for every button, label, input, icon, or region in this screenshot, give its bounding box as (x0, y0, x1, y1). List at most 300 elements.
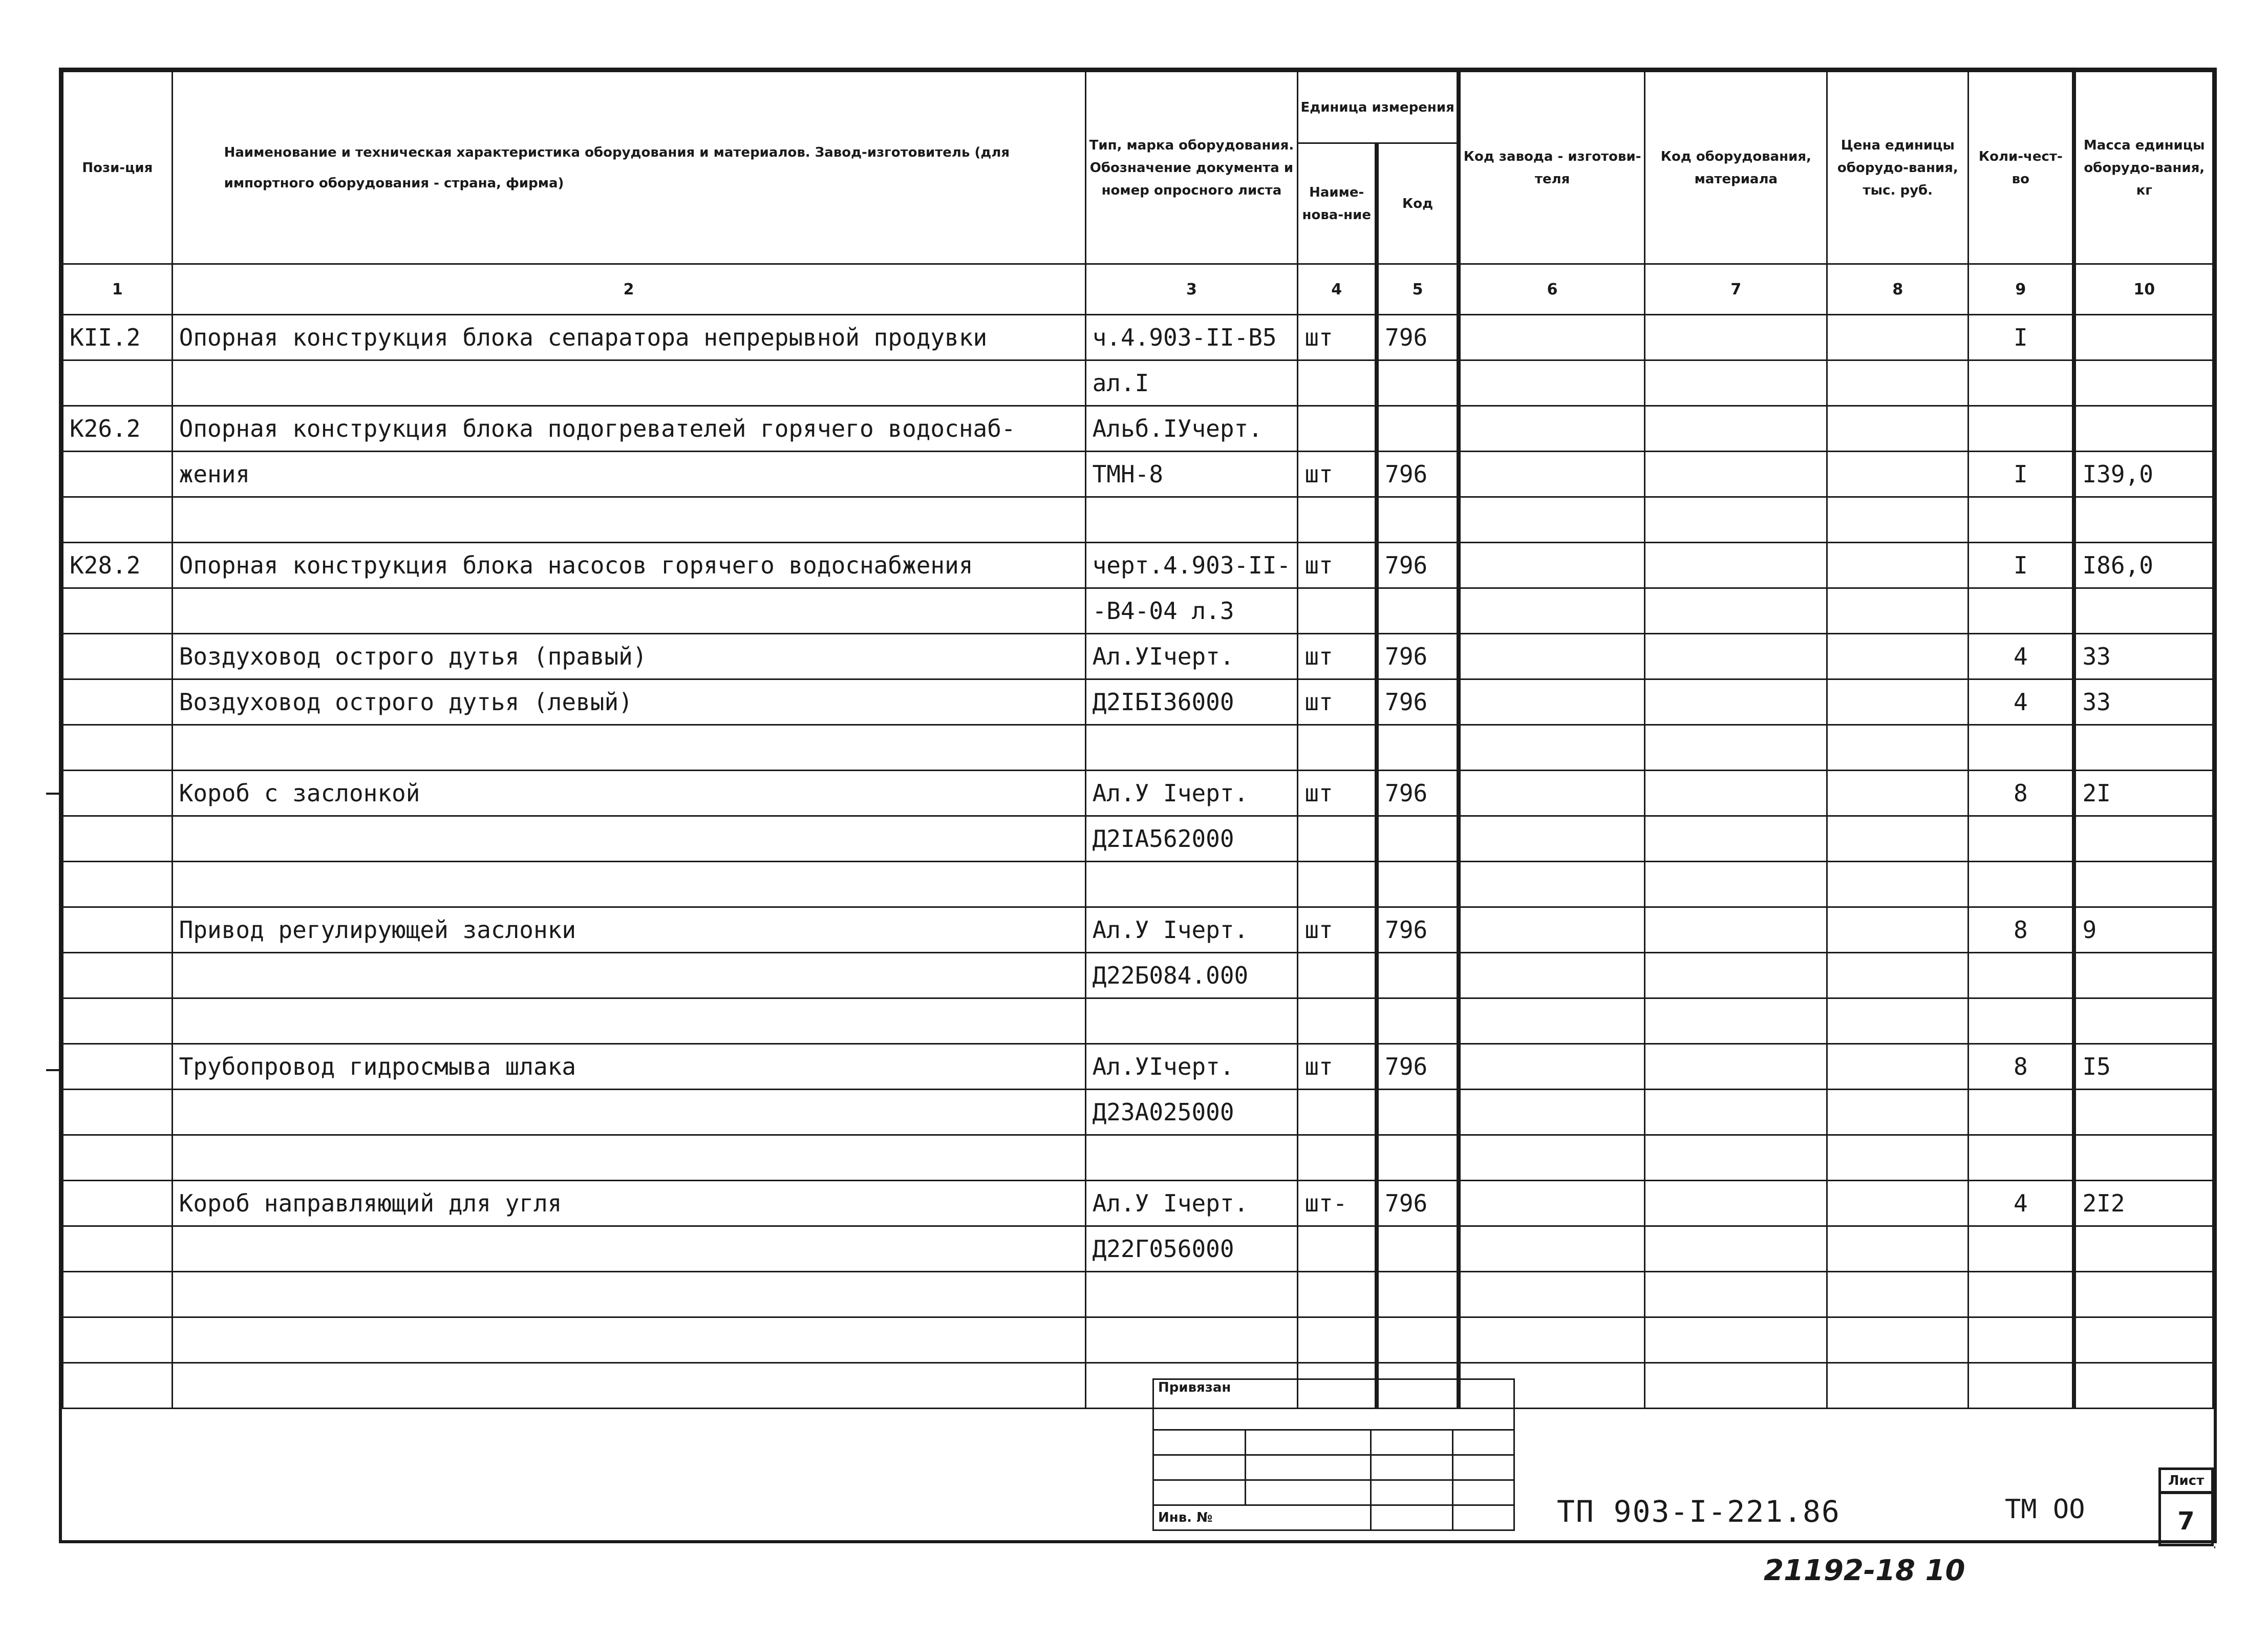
table-cell: шт (1298, 315, 1377, 360)
table-cell (1969, 1090, 2074, 1135)
sheet-label: Лист (2158, 1467, 2214, 1494)
table-row (63, 497, 2213, 543)
table-cell (1645, 497, 1827, 543)
table-cell: 9 (2074, 907, 2213, 953)
table-cell: 796 (1377, 315, 1459, 360)
table-cell (63, 862, 173, 907)
margin-tick (2214, 1546, 2215, 1548)
header-equipment-code: Код оборудования, материала (1645, 72, 1827, 264)
table-cell: Ал.УIчерт. (1085, 634, 1298, 679)
table-row (63, 1272, 2213, 1317)
table-cell (63, 771, 173, 816)
table-cell (172, 1090, 1085, 1135)
table-cell (1969, 1317, 2074, 1363)
table-cell (1459, 953, 1645, 998)
table-cell (1377, 816, 1459, 862)
stamp-cell (1371, 1455, 1453, 1480)
table-cell (1827, 816, 1969, 862)
table-cell: 8 (1969, 771, 2074, 816)
table-cell: Короб направляющий для угля (172, 1181, 1085, 1226)
table-cell (1827, 1226, 1969, 1272)
table-row (63, 679, 2213, 725)
table-cell: Ал.У Iчерт. (1085, 907, 1298, 953)
table-cell: Д23А025000 (1085, 1090, 1298, 1135)
table-cell (1645, 1272, 1827, 1317)
table-cell (2074, 315, 2213, 360)
table-row (63, 406, 2213, 452)
table-cell (2074, 998, 2213, 1044)
table-cell (63, 588, 173, 634)
table-cell: жения (172, 452, 1085, 497)
table-cell: КII.2 (63, 315, 173, 360)
table-cell: 796 (1377, 907, 1459, 953)
table-row (63, 1135, 2213, 1181)
table-cell: 796 (1377, 1044, 1459, 1090)
table-cell: Д2IА562000 (1085, 816, 1298, 862)
table-cell: I (1969, 543, 2074, 588)
table-cell (1377, 1226, 1459, 1272)
column-number: 10 (2074, 264, 2213, 315)
stamp-cell (1371, 1480, 1453, 1505)
table-row (63, 1317, 2213, 1363)
table-cell (1377, 1090, 1459, 1135)
table-cell (2074, 953, 2213, 998)
table-cell (1377, 862, 1459, 907)
stamp-cell (1246, 1430, 1371, 1455)
table-cell (1298, 725, 1377, 771)
header-position: Пози-ция (63, 72, 173, 264)
table-cell (1645, 634, 1827, 679)
stamp-cell (1246, 1480, 1371, 1505)
header-price: Цена единицы оборудо-вания, тыс. руб. (1827, 72, 1969, 264)
table-cell: 4 (1969, 1181, 2074, 1226)
table-cell (1645, 1090, 1827, 1135)
table-cell (1298, 1317, 1377, 1363)
table-cell: I39,0 (2074, 452, 2213, 497)
table-cell: I86,0 (2074, 543, 2213, 588)
table-cell (1645, 679, 1827, 725)
table-cell (1827, 1363, 1969, 1409)
table-cell (1459, 360, 1645, 406)
stamp-cell (1453, 1505, 1514, 1530)
table-cell (2074, 360, 2213, 406)
table-cell (1645, 1044, 1827, 1090)
specification-table (62, 71, 2214, 1409)
table-cell (1969, 953, 2074, 998)
table-cell (1298, 360, 1377, 406)
table-cell (1645, 953, 1827, 998)
table-row (63, 953, 2213, 998)
table-cell (1298, 998, 1377, 1044)
table-cell (1459, 1181, 1645, 1226)
table-cell (1645, 862, 1827, 907)
table-cell (63, 1181, 173, 1226)
table-cell: 796 (1377, 771, 1459, 816)
table-cell (1085, 497, 1298, 543)
header-type: Тип, марка оборудования. Обозначение документа и номер опросного листа (1085, 72, 1298, 264)
table-cell (63, 497, 173, 543)
table-cell (1645, 816, 1827, 862)
table-cell (1459, 497, 1645, 543)
table-cell (63, 452, 173, 497)
table-cell (1827, 452, 1969, 497)
table-cell (63, 998, 173, 1044)
table-cell: Д22Г056000 (1085, 1226, 1298, 1272)
table-cell (1645, 725, 1827, 771)
table-cell (1459, 588, 1645, 634)
table-cell (1645, 360, 1827, 406)
table-cell (1969, 1226, 2074, 1272)
table-cell: Ал.У Iчерт. (1085, 771, 1298, 816)
table-cell: -В4-04 л.3 (1085, 588, 1298, 634)
table-cell (172, 816, 1085, 862)
table-cell (1298, 1135, 1377, 1181)
table-cell: Опорная конструкция блока насосов горячего водоснабжения (172, 543, 1085, 588)
table-cell: Воздуховод острого дутья (левый) (172, 679, 1085, 725)
table-cell (1459, 725, 1645, 771)
stamp-cell (1153, 1455, 1246, 1480)
table-cell (1969, 406, 2074, 452)
table-cell (1827, 953, 1969, 998)
table-cell (1827, 406, 1969, 452)
table-cell (172, 360, 1085, 406)
table-cell (1459, 998, 1645, 1044)
table-cell (1459, 862, 1645, 907)
table-cell (1969, 816, 2074, 862)
table-cell (1827, 998, 1969, 1044)
table-cell (2074, 1317, 2213, 1363)
table-cell (1377, 998, 1459, 1044)
table-cell (1645, 1317, 1827, 1363)
table-cell (2074, 816, 2213, 862)
header-quantity: Коли-чест-во (1969, 72, 2074, 264)
table-cell (63, 907, 173, 953)
table-cell (63, 1226, 173, 1272)
table-cell (1645, 452, 1827, 497)
table-cell (1298, 406, 1377, 452)
table-cell (1827, 588, 1969, 634)
table-cell (1377, 725, 1459, 771)
table-cell (1969, 1363, 2074, 1409)
table-cell: ал.I (1085, 360, 1298, 406)
table-cell (63, 1317, 173, 1363)
table-cell (2074, 1363, 2213, 1409)
stamp-cell (1453, 1430, 1514, 1455)
table-cell: 8 (1969, 1044, 2074, 1090)
table-cell (1645, 543, 1827, 588)
table-cell (1298, 816, 1377, 862)
column-number: 4 (1298, 264, 1377, 315)
table-cell (1827, 1090, 1969, 1135)
table-cell: 8 (1969, 907, 2074, 953)
table-cell: Д2IБI36000 (1085, 679, 1298, 725)
document-code: ТП 903-I-221.86 (1557, 1494, 1841, 1529)
column-number-row (63, 264, 2213, 315)
table-cell (1827, 315, 1969, 360)
archive-number: 21192-18 10 (1764, 1554, 1965, 1587)
column-number: 1 (63, 264, 173, 315)
table-cell (1459, 543, 1645, 588)
table-cell (172, 1135, 1085, 1181)
table-cell (63, 816, 173, 862)
table-cell (1645, 998, 1827, 1044)
table-cell: 796 (1377, 679, 1459, 725)
table-row (63, 315, 2213, 360)
table-cell: шт (1298, 543, 1377, 588)
table-cell (1459, 1272, 1645, 1317)
table-row (63, 1090, 2213, 1135)
table-cell (1969, 588, 2074, 634)
table-cell (1645, 1135, 1827, 1181)
table-row (63, 998, 2213, 1044)
table-cell: шт (1298, 907, 1377, 953)
table-cell (63, 953, 173, 998)
header-maker-code: Код завода - изготови-теля (1459, 72, 1645, 264)
table-cell (1298, 1226, 1377, 1272)
header-name: Наименование и техническая характеристика оборудования и материалов. Завод-изготовитель (для импортного оборудования - страна, фирма) (172, 72, 1085, 264)
table-cell (172, 1317, 1085, 1363)
table-cell (1377, 953, 1459, 998)
approval-stamp (1152, 1378, 1513, 1543)
table-row (63, 588, 2213, 634)
header-unit: Единица измерения (1298, 72, 1459, 143)
header-unit-code: Код (1377, 143, 1459, 264)
table-cell (1827, 1135, 1969, 1181)
table-cell (1645, 1363, 1827, 1409)
stamp-linked-label: Привязан (1153, 1379, 1514, 1430)
column-number: 7 (1645, 264, 1827, 315)
table-row (63, 360, 2213, 406)
table-cell: 796 (1377, 543, 1459, 588)
table-cell (2074, 1135, 2213, 1181)
table-cell (1827, 862, 1969, 907)
table-cell: 796 (1377, 452, 1459, 497)
table-cell: ч.4.903-II-В5 (1085, 315, 1298, 360)
table-cell: Альб.IУчерт. (1085, 406, 1298, 452)
table-row (63, 452, 2213, 497)
stamp-cell (1453, 1480, 1514, 1505)
table-cell (1969, 998, 2074, 1044)
table-cell (172, 953, 1085, 998)
table-cell: Воздуховод острого дутья (правый) (172, 634, 1085, 679)
table-cell (2074, 862, 2213, 907)
table-cell: ТМН-8 (1085, 452, 1298, 497)
table-cell (1459, 679, 1645, 725)
table-cell (1827, 1181, 1969, 1226)
header-row (63, 72, 2213, 143)
stamp-cell (1153, 1480, 1246, 1505)
table-cell (172, 497, 1085, 543)
table-cell (1645, 588, 1827, 634)
table-cell (1969, 497, 2074, 543)
table-cell: 2I (2074, 771, 2213, 816)
table-cell (172, 1226, 1085, 1272)
column-number: 2 (172, 264, 1085, 315)
table-cell (1645, 406, 1827, 452)
margin-tick (46, 1069, 61, 1071)
table-cell (63, 679, 173, 725)
table-cell: К26.2 (63, 406, 173, 452)
stamp-cell (1246, 1455, 1371, 1480)
table-cell (2074, 588, 2213, 634)
table-cell (1827, 634, 1969, 679)
table-cell (172, 1272, 1085, 1317)
table-cell: шт- (1298, 1181, 1377, 1226)
table-cell (1459, 1135, 1645, 1181)
table-cell (1827, 679, 1969, 725)
table-cell: Короб с заслонкой (172, 771, 1085, 816)
table-cell (1459, 1317, 1645, 1363)
table-cell (1459, 634, 1645, 679)
table-cell: 2I2 (2074, 1181, 2213, 1226)
table-cell (1085, 1135, 1298, 1181)
table-cell (1085, 998, 1298, 1044)
table-cell (1377, 1272, 1459, 1317)
table-cell (2074, 1272, 2213, 1317)
table-cell: шт (1298, 679, 1377, 725)
table-cell: черт.4.903-II- (1085, 543, 1298, 588)
drawing-sheet (59, 68, 2217, 1543)
table-cell (1645, 907, 1827, 953)
table-cell (1827, 725, 1969, 771)
table-cell (1969, 360, 2074, 406)
table-cell (1459, 1090, 1645, 1135)
table-cell (1459, 315, 1645, 360)
table-cell: Д22Б084.000 (1085, 953, 1298, 998)
table-row (63, 725, 2213, 771)
table-cell (63, 1135, 173, 1181)
table-cell (1459, 907, 1645, 953)
table-cell (1645, 1181, 1827, 1226)
table-cell (172, 725, 1085, 771)
table-cell (1377, 1135, 1459, 1181)
table-row (63, 543, 2213, 588)
column-number: 6 (1459, 264, 1645, 315)
stamp-cell (1371, 1430, 1453, 1455)
table-cell (172, 998, 1085, 1044)
table-cell: Привод регулирующей заслонки (172, 907, 1085, 953)
table-row (63, 1363, 2213, 1409)
header-unit-name: Наиме-нова-ние (1298, 143, 1377, 264)
table-row (63, 862, 2213, 907)
table-row (63, 816, 2213, 862)
table-cell: шт (1298, 452, 1377, 497)
table-cell (1298, 497, 1377, 543)
table-cell: 33 (2074, 634, 2213, 679)
table-cell: 4 (1969, 634, 2074, 679)
table-row (63, 771, 2213, 816)
table-cell (2074, 497, 2213, 543)
table-row (63, 1226, 2213, 1272)
table-cell (1827, 771, 1969, 816)
sheet-number: 7 (2158, 1491, 2214, 1546)
table-cell (172, 588, 1085, 634)
column-number: 5 (1377, 264, 1459, 315)
margin-tick (46, 793, 61, 795)
table-cell (63, 1272, 173, 1317)
table-cell (1827, 1044, 1969, 1090)
table-cell (1827, 360, 1969, 406)
header-mass: Масса единицы оборудо-вания, кг (2074, 72, 2213, 264)
table-cell: Трубопровод гидросмыва шлака (172, 1044, 1085, 1090)
table-cell (63, 1090, 173, 1135)
table-cell (1377, 1317, 1459, 1363)
table-cell: шт (1298, 634, 1377, 679)
table-cell (1969, 1135, 2074, 1181)
specification-body (63, 315, 2213, 1409)
table-cell: Опорная конструкция блока сепаратора непрерывной продувки (172, 315, 1085, 360)
table-cell (1827, 907, 1969, 953)
table-cell (1459, 1044, 1645, 1090)
table-cell (1377, 406, 1459, 452)
table-cell: Опорная конструкция блока подогревателей горячего водоснаб- (172, 406, 1085, 452)
document-mark: ТМ ОО (2005, 1494, 2085, 1525)
table-cell (1085, 1317, 1298, 1363)
table-cell (1298, 1090, 1377, 1135)
stamp-inventory-label: Инв. № (1153, 1505, 1371, 1530)
table-row (63, 1044, 2213, 1090)
table-cell (1969, 725, 2074, 771)
table-cell (1377, 360, 1459, 406)
table-cell (63, 360, 173, 406)
table-row (63, 634, 2213, 679)
table-cell (1085, 1272, 1298, 1317)
table-cell (1969, 862, 2074, 907)
table-cell (1298, 953, 1377, 998)
stamp-cell (1371, 1505, 1453, 1530)
table-cell (172, 862, 1085, 907)
table-cell (1645, 771, 1827, 816)
table-cell (2074, 406, 2213, 452)
table-cell: 33 (2074, 679, 2213, 725)
table-cell (1459, 1226, 1645, 1272)
table-cell (1085, 862, 1298, 907)
table-cell (1827, 1272, 1969, 1317)
table-cell (63, 634, 173, 679)
table-cell (1459, 816, 1645, 862)
table-cell: шт (1298, 771, 1377, 816)
table-cell (1459, 771, 1645, 816)
table-cell: I (1969, 315, 2074, 360)
table-cell (172, 1363, 1085, 1409)
table-cell (1459, 406, 1645, 452)
table-cell: К28.2 (63, 543, 173, 588)
table-cell (63, 725, 173, 771)
table-cell: Ал.У Iчерт. (1085, 1181, 1298, 1226)
table-cell (2074, 725, 2213, 771)
table-cell (1827, 497, 1969, 543)
stamp-cell (1453, 1455, 1514, 1480)
table-cell: I5 (2074, 1044, 2213, 1090)
table-cell (1085, 725, 1298, 771)
table-cell: 4 (1969, 679, 2074, 725)
table-cell (1298, 588, 1377, 634)
table-row (63, 1181, 2213, 1226)
table-cell (1969, 1272, 2074, 1317)
stamp-cell (1153, 1430, 1246, 1455)
table-cell (1459, 452, 1645, 497)
table-row (63, 907, 2213, 953)
table-cell: 796 (1377, 634, 1459, 679)
table-cell: Ал.УIчерт. (1085, 1044, 1298, 1090)
table-cell (1298, 1272, 1377, 1317)
table-cell (63, 1044, 173, 1090)
table-cell (1298, 862, 1377, 907)
table-cell (2074, 1226, 2213, 1272)
column-number: 3 (1085, 264, 1298, 315)
table-cell (1827, 1317, 1969, 1363)
table-cell (63, 1363, 173, 1409)
